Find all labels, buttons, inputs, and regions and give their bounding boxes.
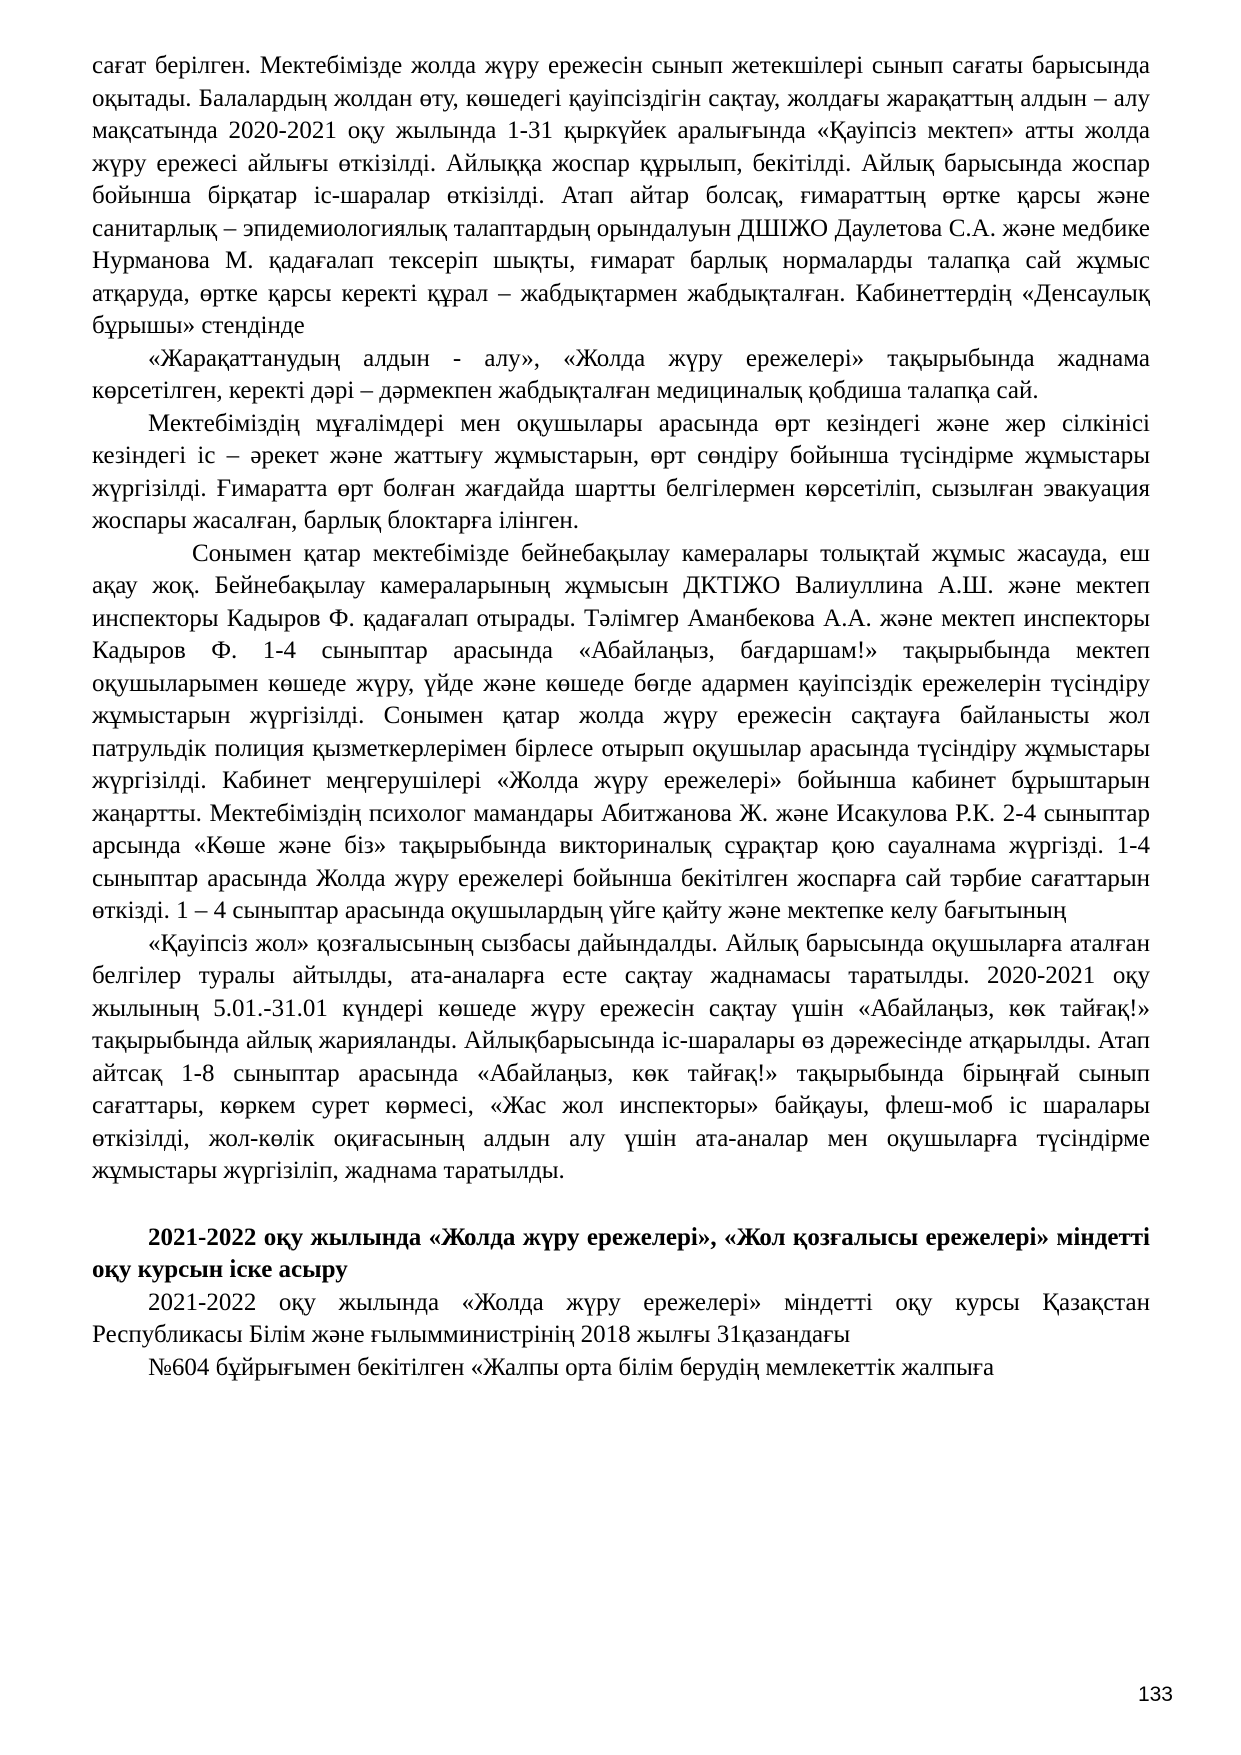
paragraph: №604 бұйрығымен бекітілген «Жалпы орта білім берудің мемлекеттік жалпыға xyxy=(148,1353,995,1381)
body-text xyxy=(92,50,1150,1384)
paragraph: «Қауіпсіз жол» қозғалысының сызбасы дайындалды. Айлық барысында оқушыларға аталған белгілер туралы айтылды, ата-аналарға есте сақтау жаднамасы таратылды. 2020-2021 оқу жылының 5.01.-31.01 күндері көшеде жүру ережесін сақтау үшін «Абайлаңыз, көк тайғақ!» тақырыбында айлық жарияланды. Айлықбарысында іс-шаралары өз дәрежесінде атқарылды. Атап айтсақ 1-8 сыныптар арасында «Абайлаңыз, көк тайғақ!» тақырыбында бірыңғай сынып сағаттары, көркем сурет көрмесі, «Жас жол инспекторы» байқауы, флеш-моб іс шаралары өткізілді, жол-көлік оқиғасының алдын алу үшін ата-аналар мен оқушыларға түсіндірме жұмыстары жүргізіліп, жаднама таратылды. xyxy=(92,929,1150,1184)
paragraph: 2021-2022 оқу жылында «Жолда жүру ережелері» міндетті оқу курсы Қазақстан Республикасы Білім және ғылымминистрінің 2018 жылғы 31қазандағы xyxy=(92,1288,1150,1348)
paragraph: Сонымен қатар мектебімізде бейнебақылау камералары толықтай жұмыс жасауда, еш ақау жоқ. Бейнебақылау камераларының жұмысын ДКТІЖО Валиуллина А.Ш. және мектеп инспекторы Кадыров Ф. қадағалап отырады. Тәлімгер Аманбекова А.А. және мектеп инспекторы Кадыров Ф. 1-4 сыныптар арасында «Абайлаңыз, бағдаршам!» тақырыбында мектеп оқушыларымен көшеде жүру, үйде және көшеде бөгде адармен қауіпсіздік ережелерін түсіндіру жұмыстарын жүргізілді. Сонымен қатар жолда жүру ережесін сақтауға байланысты жол патрульдік полиция қызметкерлерімен бірлесе отырып оқушылар арасында түсіндіру жұмыстары жүргізілді. Кабинет меңгерушілері «Жолда жүру ережелері» бойынша кабинет бұрыштарын жаңартты. Мектебіміздің психолог мамандары Абитжанова Ж. және Исакулова Р.К. 2-4 сыныптар арсында «Көше және біз» тақырыбында викториналық сұрақтар қою сауалнама жүргізді. 1-4 сыныптар арасында Жолда жүру ережелері бойынша бекітілген жоспарға сай тәрбие сағаттарын өткізді. 1 – 4 сыныптар арасында оқушылардың үйге қайту және мектепке келу бағытының xyxy=(92,539,1150,924)
paragraph: Мектебіміздің мұғалімдері мен оқушылары арасында өрт кезіндегі және жер сілкінісі кезіндегі іс – әрекет және жаттығу жұмыстарын, өрт сөндіру бойынша түсіндірме жұмыстары жүргізілді. Ғимаратта өрт болған жағдайда шартты белгілермен көрсетіліп, сызылған эвакуация жоспары жасалған, барлық блоктарға ілінген. xyxy=(92,409,1150,534)
paragraph: сағат берілген. Мектебімізде жолда жүру ережесін сынып жетекшілері сынып сағаты барысында оқытады. Балалардың жолдан өту, көшедегі қауіпсіздігін сақтау, жолдағы жарақаттың алдын – алу мақсатында 2020-2021 оқу жылында 1-31 қыркүйек аралығында «Қауіпсіз мектеп» атты жолда жүру ережесі айлығы өткізілді. Айлыққа жоспар құрылып, бекітілді. Айлық барысында жоспар бойынша бірқатар іс-шаралар өткізілді. Атап айтар болсақ, ғимараттың өртке қарсы және санитарлық – эпидемиологиялық талаптардың орындалуын ДШІЖО Даулетова С.А. және медбике Нурманова М. қадағалап тексеріп шықты, ғимарат барлық нормаларды талапқа сай жұмыс атқаруда, өртке қарсы керекті құрал – жабдықтармен жабдықталған. Кабинеттердің «Денсаулық бұрышы» стендінде xyxy=(92,52,1150,339)
paragraph: «Жарақаттанудың алдын - алу», «Жолда жүру ережелері» тақырыбында жаднама көрсетілген, керекті дәрі – дәрмекпен жабдықталған медициналық қобдиша талапқа сай. xyxy=(92,344,1150,404)
spacer xyxy=(92,1188,1150,1222)
page-number: 133 xyxy=(1137,1683,1173,1706)
section-heading: 2021-2022 оқу жылында «Жолда жүру ережелері», «Жол қозғалысы ережелері» міндетті оқу курсын іске асыру xyxy=(92,1223,1150,1283)
